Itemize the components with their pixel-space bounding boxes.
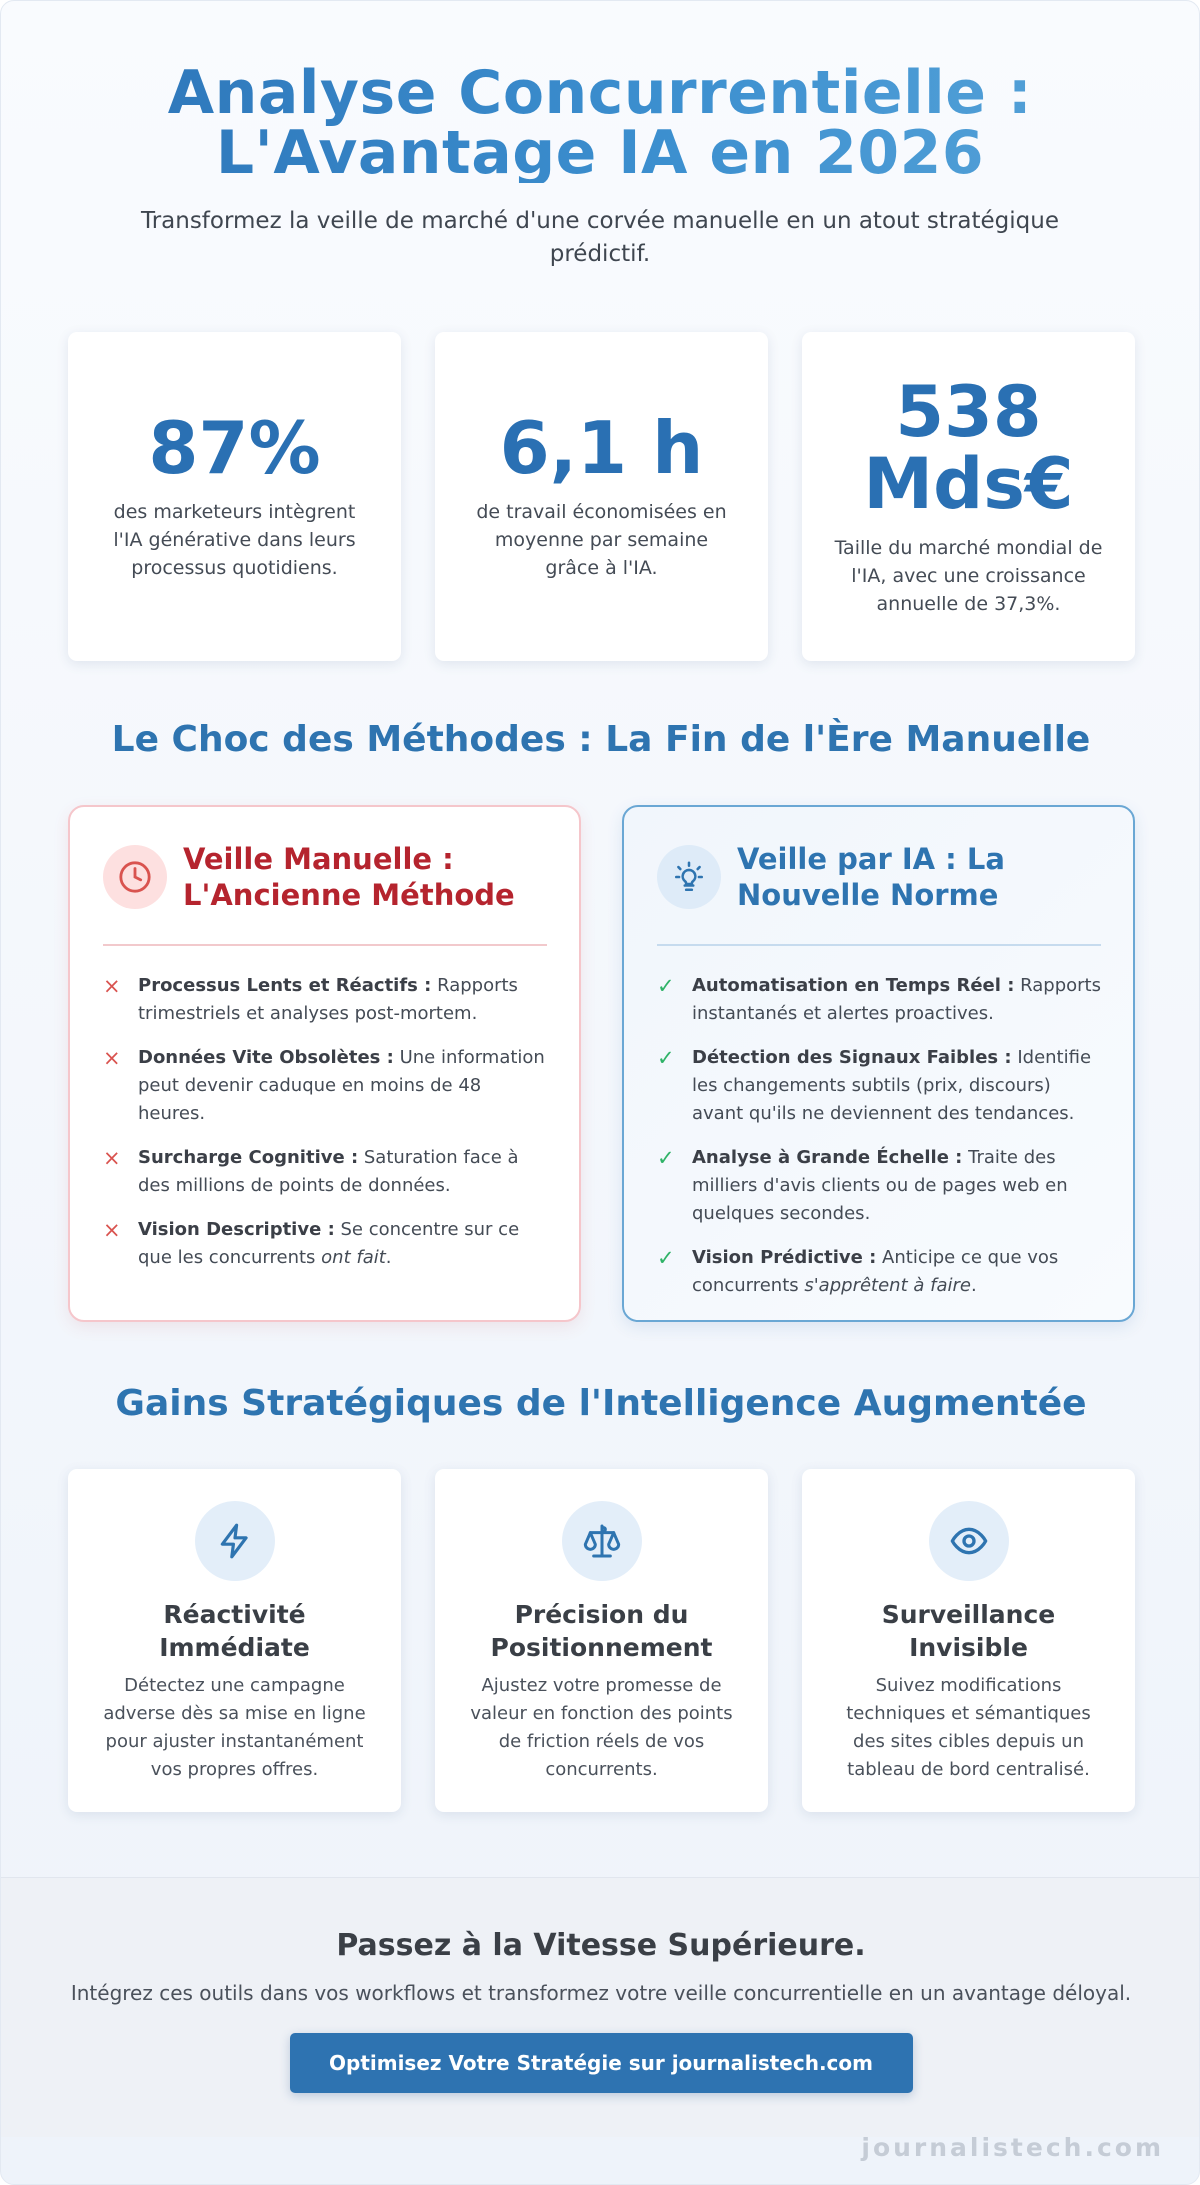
gain-title-line-1: Surveillance [881, 1600, 1056, 1629]
item-text [692, 1144, 1101, 1228]
gains-section-title: Gains Stratégiques de l'Intelligence Augmentée [115, 1383, 1087, 1424]
title-line-2: L'Avantage IA en 2026 [215, 118, 985, 188]
gain-title [465, 1598, 738, 1664]
stat-card-market-size [802, 332, 1135, 661]
stat-description: de travail économisées en moyenne par semaine grâce à l'IA. [476, 500, 727, 579]
title-line-1: Analyse Concurrentielle : [167, 58, 1033, 128]
manual-items-list [103, 972, 547, 1272]
gain-card-surveillance [802, 1469, 1135, 1812]
gain-title [832, 1598, 1105, 1664]
watermark: journalistech.com [861, 2133, 1164, 2162]
cta-title: Passez à la Vitesse Supérieure. [336, 1928, 866, 1963]
item-label: Données Vite Obsolètes : [138, 1047, 394, 1068]
cta-section [1, 1877, 1200, 2137]
stat-value: 6,1 h [499, 405, 704, 490]
stat-value [863, 370, 1074, 525]
panel-title-line-2: L'Ancienne Méthode [183, 878, 515, 912]
page-title [1, 58, 1199, 188]
item-body: Identifie les changements subtils (prix, discours) avant qu'ils ne deviennent des tendances. [692, 1047, 1092, 1124]
item-body: Rapports instantanés et alertes proactives. [692, 975, 1101, 1024]
scale-icon [562, 1501, 642, 1581]
check-icon: ✓ [657, 1146, 675, 1170]
cross-icon: × [103, 1046, 121, 1070]
list-item [103, 1044, 547, 1128]
ai-method-panel [622, 805, 1135, 1322]
list-item [103, 1144, 547, 1200]
gain-card-positioning [435, 1469, 768, 1812]
check-icon: ✓ [657, 1046, 675, 1070]
item-emphasis: ont fait [321, 1247, 386, 1268]
stat-card-hours-saved [435, 332, 768, 661]
clock-icon [103, 845, 167, 909]
gains-row [68, 1469, 1135, 1812]
lightning-icon [195, 1501, 275, 1581]
stat-card-marketers [68, 332, 401, 661]
gain-title-line-1: Précision du [514, 1600, 689, 1629]
stat-value-line-1: 538 [895, 370, 1042, 453]
item-label: Détection des Signaux Faibles : [692, 1047, 1012, 1068]
cta-text: Intégrez ces outils dans vos workflows et transformez votre veille concurrentielle en un avantage déloyal. [70, 1981, 1132, 2005]
ai-items-list [657, 972, 1101, 1300]
gain-card-reactivity [68, 1469, 401, 1812]
list-item [657, 1144, 1101, 1228]
item-label: Surcharge Cognitive : [138, 1147, 359, 1168]
item-text [692, 1244, 1101, 1300]
panel-title-line-1: Veille par IA : La [737, 842, 1005, 876]
item-body: Traite des milliers d'avis clients ou de pages web en quelques secondes. [692, 1147, 1068, 1224]
cross-icon: × [103, 1146, 121, 1170]
panel-title-line-1: Veille Manuelle : [183, 842, 454, 876]
list-item [657, 1244, 1101, 1300]
gain-title-line-2: Invisible [909, 1633, 1028, 1662]
stat-value: 87% [148, 405, 321, 490]
item-label: Processus Lents et Réactifs : [138, 975, 432, 996]
item-emphasis: s'apprêtent à faire [804, 1275, 971, 1296]
item-label: Automatisation en Temps Réel : [692, 975, 1015, 996]
list-item [103, 972, 547, 1028]
gain-title-line-1: Réactivité [163, 1600, 306, 1629]
hero-header [1, 1, 1199, 271]
item-body: Rapports trimestriels et analyses post-mortem. [138, 975, 518, 1024]
item-text [138, 1216, 547, 1272]
gain-title-line-2: Immédiate [159, 1633, 310, 1662]
gain-description: Suivez modifications techniques et sémantiques des sites cibles depuis un tableau de bord centralisé. [846, 1675, 1091, 1780]
item-text [138, 972, 547, 1028]
lightbulb-icon [657, 845, 721, 909]
panel-divider [657, 944, 1101, 946]
panel-divider [103, 944, 547, 946]
item-label: Vision Descriptive : [138, 1219, 335, 1240]
gain-description: Détectez une campagne adverse dès sa mise en ligne pour ajuster instantanément vos propres offres. [103, 1675, 366, 1780]
stat-value-line-2: Mds€ [863, 442, 1074, 525]
item-end: . [385, 1247, 392, 1268]
list-item [657, 1044, 1101, 1128]
panel-title [183, 841, 515, 913]
eye-icon [929, 1501, 1009, 1581]
item-text [692, 972, 1101, 1028]
comparison-section-title: Le Choc des Méthodes : La Fin de l'Ère Manuelle [111, 719, 1091, 760]
list-item [103, 1216, 547, 1272]
item-end: . [970, 1275, 977, 1296]
stat-description: des marketeurs intègrent l'IA générative dans leurs processus quotidiens. [113, 500, 356, 579]
item-label: Analyse à Grande Échelle : [692, 1147, 963, 1168]
cross-icon: × [103, 974, 121, 998]
gain-title-line-2: Positionnement [490, 1633, 713, 1662]
list-item [657, 972, 1101, 1028]
item-body: Anticipe ce que vos concurrents [692, 1247, 1059, 1296]
item-body: Saturation face à des millions de points de données. [138, 1147, 519, 1196]
gain-title [98, 1598, 371, 1664]
panel-header [657, 841, 1101, 933]
panel-title [737, 841, 1005, 913]
item-body: Une information peut devenir caduque en moins de 48 heures. [138, 1047, 545, 1124]
item-text [138, 1144, 547, 1200]
gain-description: Ajustez votre promesse de valeur en fonction des points de friction réels de vos concurrents. [470, 1675, 733, 1780]
item-body: Se concentre sur ce que les concurrents [138, 1219, 520, 1268]
item-label: Vision Prédictive : [692, 1247, 877, 1268]
item-text [138, 1044, 547, 1128]
stat-description: Taille du marché mondial de l'IA, avec une croissance annuelle de 37,3%. [834, 536, 1103, 615]
panel-title-line-2: Nouvelle Norme [737, 878, 999, 912]
panel-header [103, 841, 547, 933]
stats-row [68, 332, 1135, 661]
cross-icon: × [103, 1218, 121, 1242]
check-icon: ✓ [657, 1246, 675, 1270]
check-icon: ✓ [657, 974, 675, 998]
item-text [692, 1044, 1101, 1128]
cta-button[interactable]: Optimisez Votre Stratégie sur journalistech.com [290, 2033, 913, 2093]
manual-method-panel [68, 805, 581, 1322]
page-subtitle: Transformez la veille de marché d'une corvée manuelle en un atout stratégique prédictif. [141, 208, 1059, 267]
